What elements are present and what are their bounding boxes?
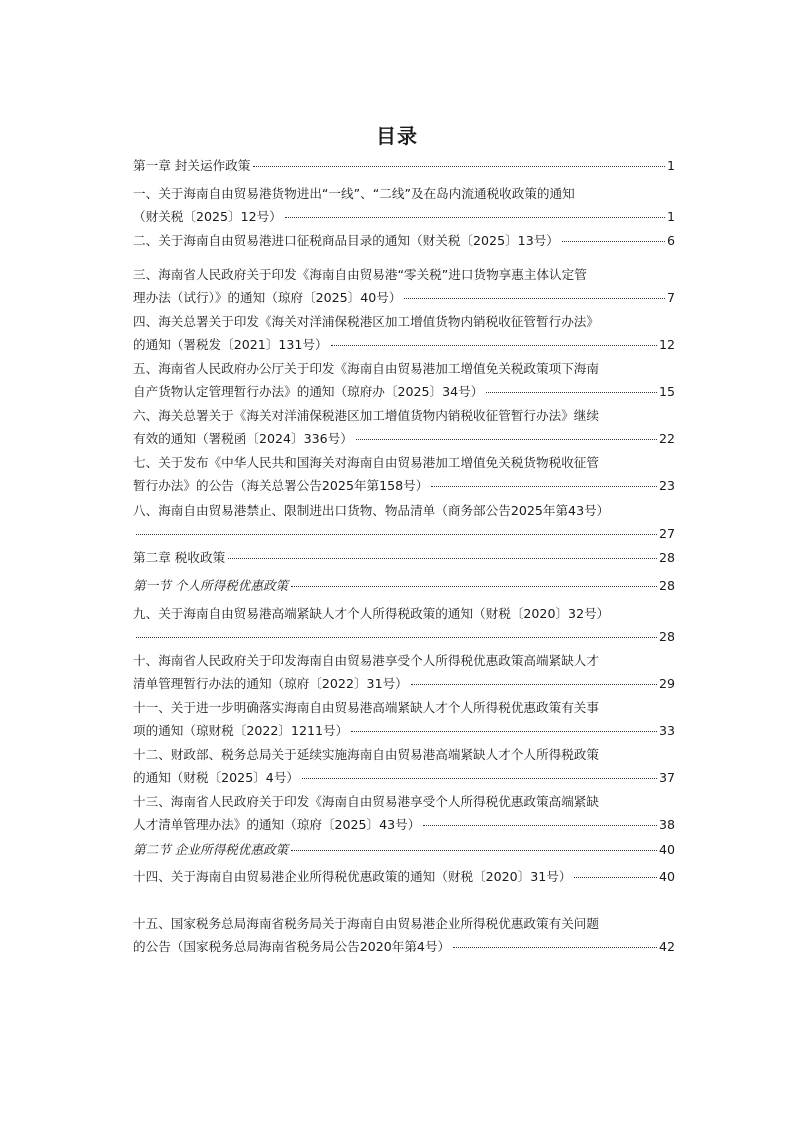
toc-entry-text: 理办法（试行）》的通知（琼府〔2025〕40号） — [133, 290, 402, 305]
toc-entry-text: 第二章 税收政策 — [133, 550, 226, 565]
dot-leader — [356, 439, 657, 440]
toc-entry[interactable] — [133, 451, 675, 497]
toc-page-number: 38 — [658, 817, 675, 832]
toc-page-number: 42 — [658, 939, 675, 954]
toc-entry-text: 一、关于海南自由贸易港货物进出“一线”、“二线”及在岛内流通税收政策的通知 — [133, 186, 575, 201]
dot-leader — [285, 217, 665, 218]
toc-entry[interactable] — [133, 229, 675, 252]
toc-page-number: 6 — [666, 233, 675, 248]
toc-page-number: 37 — [658, 770, 675, 785]
toc-entry[interactable] — [133, 357, 675, 403]
toc-entry-text: 五、海南省人民政府办公厅关于印发《海南自由贸易港加工增值免关税政策项下海南 — [133, 361, 599, 376]
toc-section[interactable] — [133, 574, 675, 597]
dot-leader — [453, 947, 657, 948]
toc-entry-text: 八、海南自由贸易港禁止、限制进出口货物、物品清单（商务部公告2025年第43号） — [133, 503, 610, 518]
toc-entry-text: 人才清单管理办法》的通知（琼府〔2025〕43号） — [133, 817, 421, 832]
toc-entry-text: 有效的通知（署税函〔2024〕336号） — [133, 431, 353, 446]
toc-page-number: 40 — [658, 869, 675, 884]
toc-page-number: 23 — [658, 478, 675, 493]
toc-entry[interactable] — [133, 865, 675, 888]
toc-entry-text: 十四、关于海南自由贸易港企业所得税优惠政策的通知（财税〔2020〕31号） — [133, 869, 572, 884]
dot-leader — [291, 586, 657, 587]
toc-entry-text: 第二节 企业所得税优惠政策 — [133, 842, 289, 857]
toc-entry-text: 的通知（署税发〔2021〕131号） — [133, 337, 328, 352]
toc-entry-text: 十三、海南省人民政府关于印发《海南自由贸易港享受个人所得税优惠政策高端紧缺 — [133, 794, 599, 809]
dot-leader — [253, 166, 665, 167]
toc-entry-text: 的通知（财税〔2025〕4号） — [133, 770, 300, 785]
toc-entry[interactable] — [133, 649, 675, 695]
toc-entry-text: 九、关于海南自由贸易港高端紧缺人才个人所得税政策的通知（财税〔2020〕32号） — [133, 606, 610, 621]
toc-entry-text: （财关税〔2025〕12号） — [133, 209, 282, 224]
toc-entry[interactable] — [133, 182, 675, 228]
dot-leader — [302, 778, 657, 779]
toc-page-number: 28 — [658, 629, 675, 644]
dot-leader — [331, 345, 657, 346]
toc-entry[interactable] — [133, 310, 675, 356]
toc-entry-text: 七、关于发布《中华人民共和国海关对海南自由贸易港加工增值免关税货物税收征管 — [133, 455, 599, 470]
dot-leader — [136, 534, 657, 535]
toc-entry-text: 六、海关总署关于《海关对洋浦保税港区加工增值货物内销税收征管暂行办法》继续 — [133, 408, 599, 423]
toc-page-number: 27 — [658, 526, 675, 541]
dot-leader — [351, 731, 657, 732]
dot-leader — [562, 241, 665, 242]
toc-section[interactable] — [133, 838, 675, 861]
toc-page-number: 33 — [658, 723, 675, 738]
toc-entry-text: 十一、关于进一步明确落实海南自由贸易港高端紧缺人才个人所得税优惠政策有关事 — [133, 700, 599, 715]
toc-page-number: 28 — [658, 550, 675, 565]
dot-leader — [136, 637, 657, 638]
toc-entry-text: 三、海南省人民政府关于印发《海南自由贸易港“零关税”进口货物享惠主体认定管 — [133, 267, 587, 282]
dot-leader — [431, 486, 657, 487]
toc-page-number: 1 — [666, 158, 675, 173]
toc-entry[interactable] — [133, 263, 675, 309]
toc-entry-text: 十二、财政部、税务总局关于延续实施海南自由贸易港高端紧缺人才个人所得税政策 — [133, 747, 599, 762]
dot-leader — [574, 877, 656, 878]
toc-page-number: 40 — [658, 842, 675, 857]
toc-chapter[interactable] — [133, 546, 675, 569]
toc-entry-text: 四、海关总署关于印发《海关对洋浦保税港区加工增值货物内销税收征管暂行办法》 — [133, 314, 599, 329]
toc-entry-text: 第一章 封关运作政策 — [133, 158, 251, 173]
toc-entry-text: 第一节 个人所得税优惠政策 — [133, 578, 289, 593]
toc-page-number: 1 — [666, 209, 675, 224]
dot-leader — [228, 558, 657, 559]
page-title: 目录 — [376, 124, 418, 148]
toc-page-number: 7 — [666, 290, 675, 305]
toc-page-number: 28 — [658, 578, 675, 593]
dot-leader — [411, 684, 657, 685]
toc-page-number: 29 — [658, 676, 675, 691]
toc-entry[interactable] — [133, 602, 675, 648]
toc-entry[interactable] — [133, 696, 675, 742]
toc-entry-text: 项的通知（琼财税〔2022〕1211号） — [133, 723, 349, 738]
toc-entry-text: 暂行办法》的公告（海关总署公告2025年第158号） — [133, 478, 429, 493]
toc-page-number: 12 — [658, 337, 675, 352]
toc-entry-text: 清单管理暂行办法的通知（琼府〔2022〕31号） — [133, 676, 408, 691]
dot-leader — [486, 392, 657, 393]
dot-leader — [404, 298, 665, 299]
toc-entry-text: 十、海南省人民政府关于印发海南自由贸易港享受个人所得税优惠政策高端紧缺人才 — [133, 653, 599, 668]
toc-entry-text: 二、关于海南自由贸易港进口征税商品目录的通知（财关税〔2025〕13号） — [133, 233, 559, 248]
toc-chapter[interactable] — [133, 154, 675, 177]
toc-entry[interactable] — [133, 499, 675, 545]
toc-entry[interactable] — [133, 404, 675, 450]
toc-entry-text: 的公告（国家税务总局海南省税务局公告2020年第4号） — [133, 939, 451, 954]
toc-page-number: 15 — [658, 384, 675, 399]
toc-entry-text: 十五、国家税务总局海南省税务局关于海南自由贸易港企业所得税优惠政策有关问题 — [133, 916, 599, 931]
dot-leader — [423, 825, 657, 826]
toc-entry[interactable] — [133, 912, 675, 958]
toc-page-number: 22 — [658, 431, 675, 446]
toc-entry-text: 自产货物认定管理暂行办法》的通知（琼府办〔2025〕34号） — [133, 384, 484, 399]
toc-entry[interactable] — [133, 743, 675, 789]
toc-entry[interactable] — [133, 790, 675, 836]
dot-leader — [291, 850, 657, 851]
